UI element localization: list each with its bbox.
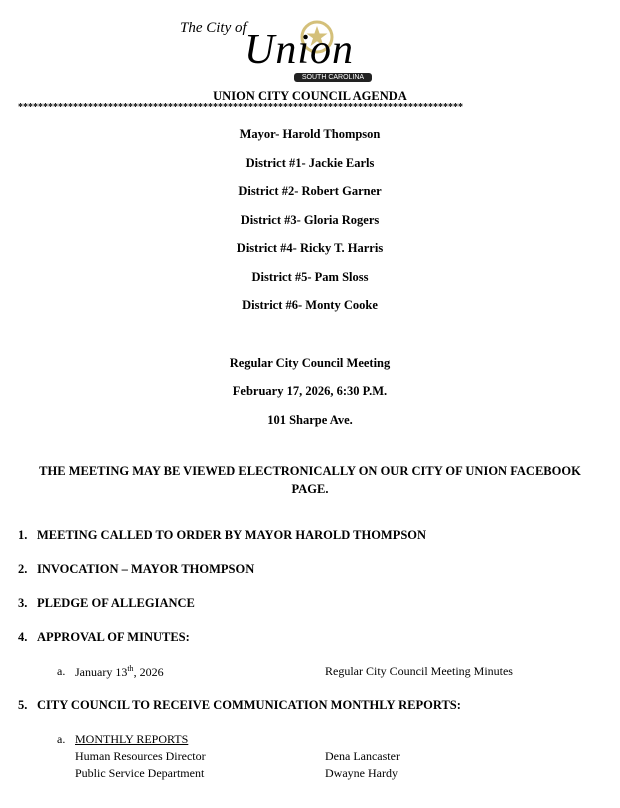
minutes-letter: a. (57, 664, 66, 678)
minutes-date-sup: th (127, 664, 134, 673)
council-district-6: District #6- Monty Cooke (242, 298, 378, 312)
reports-heading: MONTHLY REPORTS (75, 732, 189, 746)
minutes-date-prefix: January 13 (75, 665, 128, 679)
council-district-5: District #5- Pam Sloss (251, 270, 369, 284)
item-text: INVOCATION – MAYOR THOMPSON (37, 562, 255, 576)
minutes-date-suffix: , 2026 (133, 665, 164, 679)
facebook-notice-line1: THE MEETING MAY BE VIEWED ELECTRONICALLY ON OUR CITY OF UNION FACEBOOK (39, 464, 581, 478)
report-person: Dena Lancaster (325, 749, 400, 763)
agenda-item-1 (18, 528, 426, 543)
item-text: CITY COUNCIL TO RECEIVE COMMUNICATION MONTHLY REPORTS: (37, 698, 461, 712)
item-number: 5. (18, 698, 28, 712)
meeting-type: Regular City Council Meeting (229, 356, 391, 370)
agenda-item-4 (18, 630, 190, 645)
report-dept: Human Resources Director (75, 749, 206, 763)
meeting-datetime: February 17, 2026, 6:30 P.M. (232, 384, 388, 398)
item-number: 4. (18, 630, 28, 644)
report-person: Dwayne Hardy (325, 766, 398, 780)
logo-south-carolina: SOUTH CAROLINA (294, 73, 372, 82)
minutes-date (75, 664, 164, 680)
meeting-address: 101 Sharpe Ave. (267, 413, 353, 427)
council-district-1: District #1- Jackie Earls (245, 156, 375, 170)
council-district-2: District #2- Robert Garner (238, 184, 382, 198)
logo-the-city-of: The City of (180, 20, 247, 36)
item-number: 1. (18, 528, 28, 542)
council-district-3: District #3- Gloria Rogers (240, 213, 380, 227)
divider: ***************************************************************************************** (18, 102, 463, 113)
agenda-item-2 (18, 562, 254, 577)
item-text: MEETING CALLED TO ORDER BY MAYOR HAROLD THOMPSON (37, 528, 427, 542)
report-dept: Public Service Department (75, 766, 205, 780)
logo-union: Union (244, 27, 354, 73)
item-number: 3. (18, 596, 28, 610)
council-district-4: District #4- Ricky T. Harris (236, 241, 384, 255)
agenda-title: UNION CITY COUNCIL AGENDA (213, 89, 407, 103)
facebook-notice-line2: PAGE. (291, 482, 329, 496)
council-mayor: Mayor- Harold Thompson (239, 127, 381, 141)
agenda-item-3 (18, 596, 195, 611)
minutes-description: Regular City Council Meeting Minutes (325, 664, 513, 678)
agenda-item-5 (18, 698, 461, 713)
item-number: 2. (18, 562, 28, 576)
item-text: PLEDGE OF ALLEGIANCE (37, 596, 195, 610)
reports-letter: a. (57, 732, 66, 746)
city-logo (178, 18, 378, 86)
item-text: APPROVAL OF MINUTES: (37, 630, 190, 644)
